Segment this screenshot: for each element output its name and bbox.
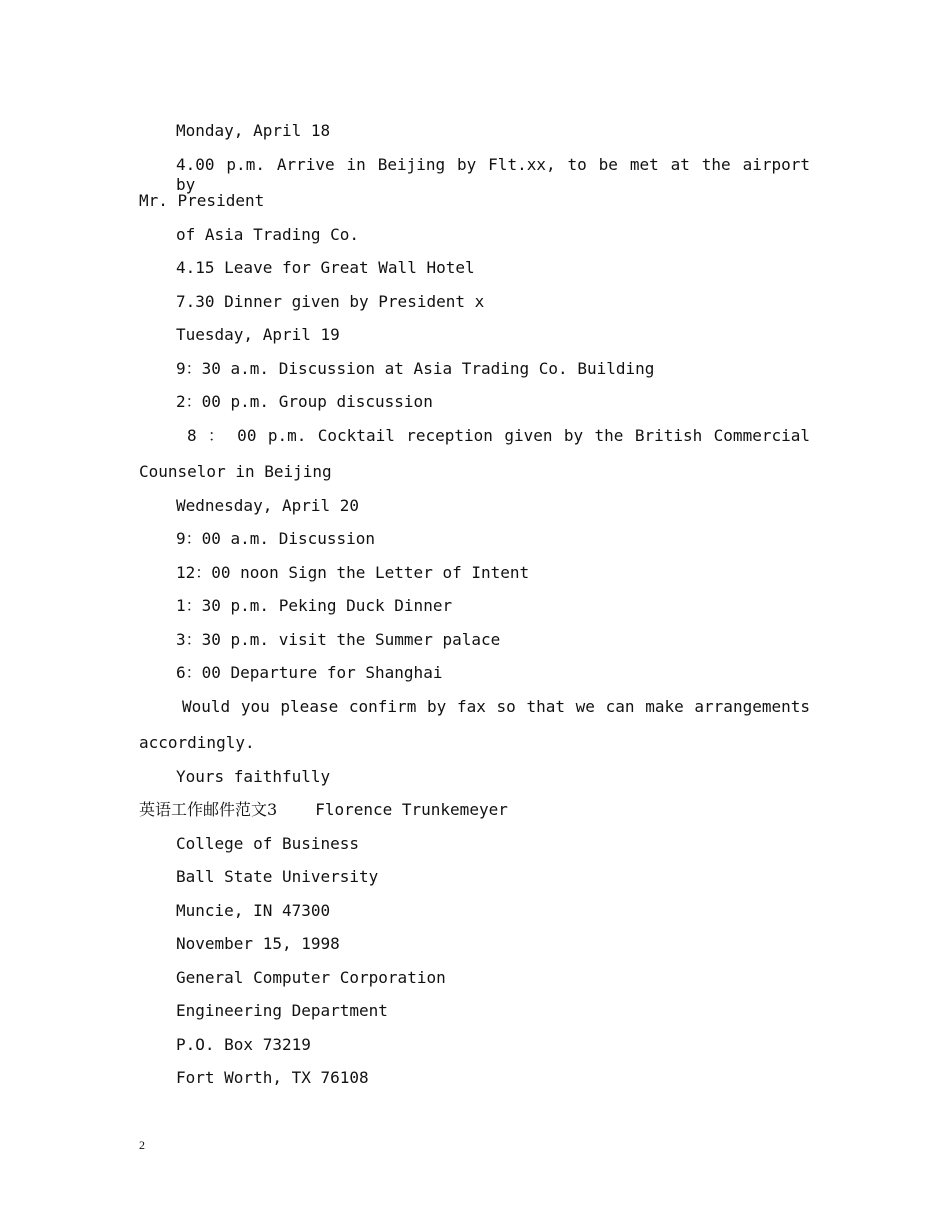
sender-name: Florence Trunkemeyer [315,800,508,819]
itinerary-item-duck-dinner: 1：30 p.m. Peking Duck Dinner [176,596,453,615]
recipient-po-box: P.O. Box 73219 [176,1035,311,1054]
recipient-city: Fort Worth, TX 76108 [176,1068,369,1087]
itinerary-item-arrival-line3: of Asia Trading Co. [176,225,360,244]
confirmation-request-line2: accordingly. [139,733,255,752]
day-heading-wednesday: Wednesday, April 20 [176,496,360,515]
sample-heading [139,800,508,820]
itinerary-item-arrival-line1: 4.00 p.m. Arrive in Beijing by Flt.xx, to be met at the airport by [176,155,810,194]
day-heading-tuesday: Tuesday, April 19 [176,325,340,344]
itinerary-item-discussion: 9：30 a.m. Discussion at Asia Trading Co. Building [176,359,655,378]
recipient-company: General Computer Corporation [176,968,446,987]
sample-label: 英语工作邮件范文3 [139,800,278,819]
itinerary-item-cocktail [139,426,810,482]
signoff: Yours faithfully [176,767,331,786]
itinerary-item-sign-letter: 12：00 noon Sign the Letter of Intent [176,563,530,582]
recipient-department: Engineering Department [176,1001,388,1020]
itinerary-item-cocktail-line2: Counselor in Beijing [139,462,332,481]
confirmation-request [139,697,810,753]
itinerary-item-dinner: 7.30 Dinner given by President x [176,292,485,311]
itinerary-item-arrival-line2: Mr. President [139,191,265,210]
sender-university: Ball State University [176,867,379,886]
itinerary-item-morning-discussion: 9：00 a.m. Discussion [176,529,376,548]
day-heading-monday: Monday, April 18 [176,121,331,140]
sender-city: Muncie, IN 47300 [176,901,331,920]
itinerary-item-cocktail-line1: 8 ： 00 p.m. Cocktail reception given by the British Commercial [187,426,810,445]
letter-date: November 15, 1998 [176,934,340,953]
itinerary-item-summer-palace: 3：30 p.m. visit the Summer palace [176,630,501,649]
itinerary-item-group-discussion: 2：00 p.m. Group discussion [176,392,433,411]
itinerary-item-departure: 6：00 Departure for Shanghai [176,663,443,682]
confirmation-request-line1: Would you please confirm by fax so that we can make arrangements [182,697,810,716]
itinerary-item-arrival [139,155,810,211]
sender-org: College of Business [176,834,360,853]
page-number: 2 [139,1138,145,1152]
itinerary-item-hotel: 4.15 Leave for Great Wall Hotel [176,258,475,277]
